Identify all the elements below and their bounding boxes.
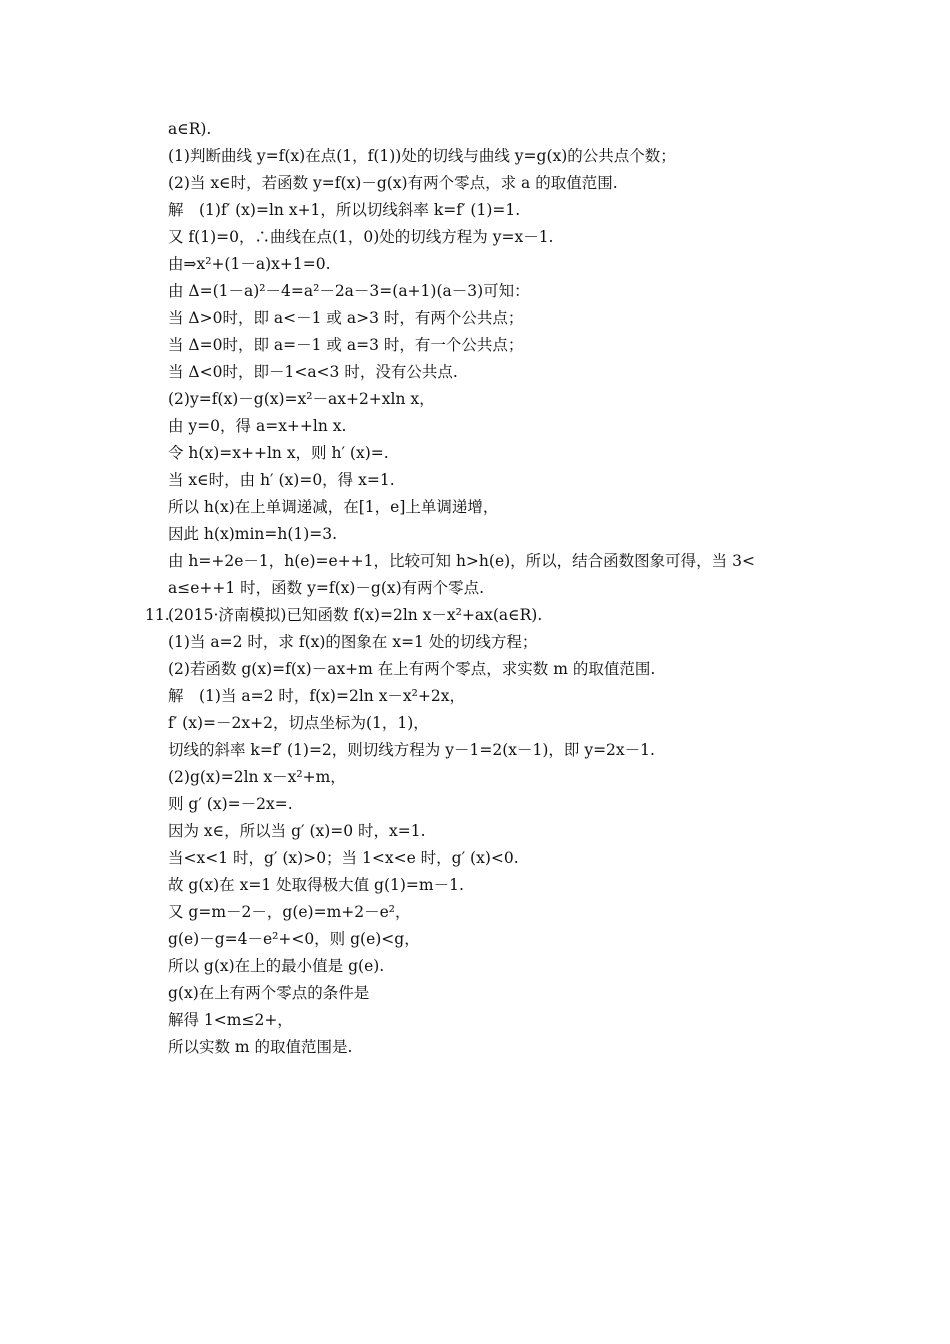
text-line: (2)y=f(x)－g(x)=x²－ax+2+xln x， <box>168 390 435 408</box>
text-line: (2)当 x∈时，若函数 y=f(x)－g(x)有两个零点，求 a 的取值范围. <box>168 174 618 192</box>
text-line: 当 Δ=0时，即 a=－1 或 a=3 时，有一个公共点； <box>168 336 524 354</box>
text-line: 所以 g(x)在上的最小值是 g(e). <box>168 957 385 975</box>
text-line: (1)判断曲线 y=f(x)在点(1，f(1))处的切线与曲线 y=g(x)的公共点个数； <box>168 147 676 165</box>
text-line: 因为 x∈，所以当 g′ (x)=0 时，x=1. <box>168 822 426 840</box>
text-line: 当 Δ<0时，即－1<a<3 时，没有公共点. <box>168 363 458 381</box>
text-line: a∈R). <box>168 120 212 138</box>
text-line: (2)若函数 g(x)=f(x)－ax+m 在上有两个零点，求实数 m 的取值范围. <box>168 660 656 678</box>
text-line: (1)当 a=2 时，求 f(x)的图象在 x=1 处的切线方程； <box>168 633 538 651</box>
text-line: g(e)－g=4－e²+<0，则 g(e)<g， <box>168 930 420 948</box>
text-line: 切线的斜率 k=f′ (1)=2，则切线方程为 y－1=2(x－1)，即 y=2x－1. <box>168 741 655 759</box>
problem-number: 11. <box>145 606 170 624</box>
text-line: 解 (1)当 a=2 时，f(x)=2ln x－x²+2x， <box>168 687 465 705</box>
text-line: 因此 h(x)min=h(1)=3. <box>168 525 338 543</box>
problem-11-heading <box>145 602 845 629</box>
text-line: 由 y=0，得 a=x++ln x. <box>168 417 347 435</box>
text-line: 由⇒x²+(1－a)x+1=0. <box>168 255 331 273</box>
text-line: 令 h(x)=x++ln x，则 h′ (x)=. <box>168 444 389 462</box>
text-line: (2)g(x)=2ln x－x²+m， <box>168 768 346 786</box>
text-line: 由 Δ=(1－a)²－4=a²－2a－3=(a+1)(a－3)可知： <box>168 282 530 300</box>
text-line: 又 g=m－2－，g(e)=m+2－e²， <box>168 903 411 921</box>
text-line: 所以实数 m 的取值范围是. <box>168 1038 353 1056</box>
text-line: 又 f(1)=0，∴曲线在点(1，0)处的切线方程为 y=x－1. <box>168 228 554 246</box>
text-line: 解得 1<m≤2+， <box>168 1011 293 1029</box>
text-line: g(x)在上有两个零点的条件是 <box>168 984 370 1002</box>
text-line: 当<x<1 时，g′ (x)>0；当 1<x<e 时，g′ (x)<0. <box>168 849 519 867</box>
text-line: 所以 h(x)在上单调递减，在[1，e]上单调递增， <box>168 498 499 516</box>
text-line: 解 (1)f′ (x)=ln x+1，所以切线斜率 k=f′ (1)=1. <box>168 201 521 219</box>
text-line: 当 Δ>0时，即 a<－1 或 a>3 时，有两个公共点； <box>168 309 524 327</box>
text-line: 由 h=+2e－1，h(e)=e++1，比较可知 h>h(e)，所以，结合函数图象可得，当 3< <box>168 552 755 570</box>
text-line: a≤e++1 时，函数 y=f(x)－g(x)有两个零点. <box>168 579 485 597</box>
text-line: 则 g′ (x)=－2x=. <box>168 795 293 813</box>
text-line: f′ (x)=－2x+2，切点坐标为(1，1)， <box>168 714 429 732</box>
text-line: 当 x∈时，由 h′ (x)=0，得 x=1. <box>168 471 395 489</box>
text-line: 故 g(x)在 x=1 处取得极大值 g(1)=m－1. <box>168 876 464 894</box>
solution-text <box>145 116 845 1061</box>
problem-statement: (2015·济南模拟)已知函数 f(x)=2ln x－x²+ax(a∈R). <box>168 606 543 624</box>
